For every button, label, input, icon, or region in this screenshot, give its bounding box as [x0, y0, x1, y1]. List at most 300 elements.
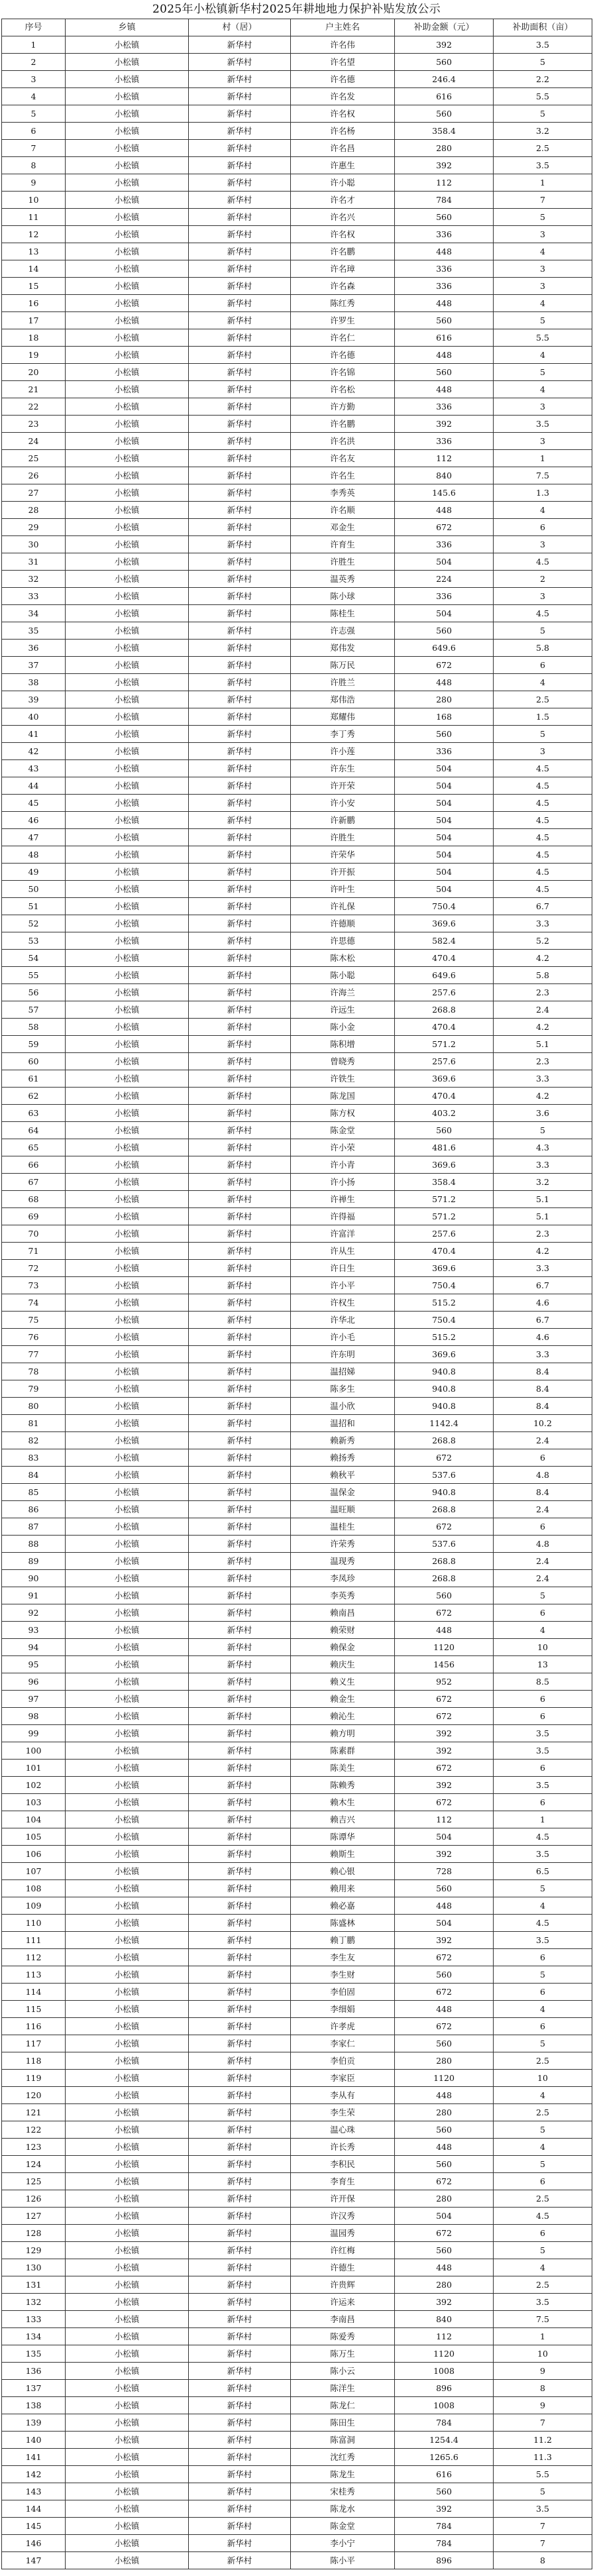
cell-village: 新华村	[189, 381, 291, 398]
cell-amount: 448	[395, 381, 494, 398]
cell-village: 新华村	[189, 209, 291, 226]
cell-index: 126	[2, 2190, 66, 2208]
cell-amount: 504	[395, 881, 494, 898]
spreadsheet-sheet	[1, 0, 592, 2569]
cell-village: 新华村	[189, 1208, 291, 1225]
cell-householder: 许名锦	[291, 364, 395, 381]
cell-town: 小松镇	[66, 2139, 189, 2156]
cell-town: 小松镇	[66, 2052, 189, 2070]
cell-area: 5.1	[494, 1208, 592, 1225]
cell-village: 新华村	[189, 1932, 291, 1949]
cell-householder: 陈小云	[291, 2363, 395, 2380]
cell-area: 6	[494, 2173, 592, 2190]
cell-amount: 750.4	[395, 1277, 494, 1294]
cell-index: 113	[2, 1966, 66, 1984]
table-row	[2, 2518, 592, 2535]
cell-amount: 470.4	[395, 950, 494, 967]
cell-town: 小松镇	[66, 1708, 189, 1725]
table-row	[2, 1053, 592, 1070]
cell-area: 4.6	[494, 1329, 592, 1346]
cell-amount: 448	[395, 1897, 494, 1915]
cell-village: 新华村	[189, 2173, 291, 2190]
cell-householder: 陈美生	[291, 1760, 395, 1777]
cell-area: 4.2	[494, 1088, 592, 1105]
table-row	[2, 433, 592, 450]
cell-town: 小松镇	[66, 2121, 189, 2139]
cell-householder: 曾晓秀	[291, 1053, 395, 1070]
cell-householder: 许罗生	[291, 312, 395, 329]
cell-amount: 392	[395, 416, 494, 433]
cell-town: 小松镇	[66, 743, 189, 760]
cell-amount: 728	[395, 1863, 494, 1880]
cell-town: 小松镇	[66, 2345, 189, 2363]
cell-householder: 许胜生	[291, 553, 395, 571]
cell-town: 小松镇	[66, 416, 189, 433]
cell-householder: 郑耀伟	[291, 708, 395, 726]
cell-village: 新华村	[189, 1174, 291, 1191]
cell-area: 4	[494, 2001, 592, 2018]
cell-village: 新华村	[189, 1156, 291, 1174]
cell-householder: 许名伟	[291, 36, 395, 54]
cell-town: 小松镇	[66, 553, 189, 571]
cell-area: 6	[494, 2225, 592, 2242]
cell-town: 小松镇	[66, 846, 189, 864]
cell-householder: 许海兰	[291, 984, 395, 1001]
cell-area: 5.5	[494, 2466, 592, 2483]
table-row	[2, 622, 592, 640]
cell-amount: 537.6	[395, 1467, 494, 1484]
cell-village: 新华村	[189, 2208, 291, 2225]
cell-householder: 许思德	[291, 932, 395, 950]
cell-amount: 336	[395, 398, 494, 416]
header-cell-householder: 户主姓名	[291, 19, 395, 36]
cell-amount: 268.8	[395, 1553, 494, 1570]
cell-village: 新华村	[189, 2001, 291, 2018]
cell-area: 3.2	[494, 1174, 592, 1191]
table-row	[2, 2449, 592, 2466]
cell-town: 小松镇	[66, 209, 189, 226]
table-row	[2, 1604, 592, 1622]
cell-amount: 672	[395, 1604, 494, 1622]
cell-index: 98	[2, 1708, 66, 1725]
cell-amount: 336	[395, 433, 494, 450]
table-row	[2, 2018, 592, 2035]
cell-town: 小松镇	[66, 1811, 189, 1828]
cell-index: 79	[2, 1380, 66, 1398]
cell-village: 新华村	[189, 416, 291, 433]
cell-amount: 560	[395, 105, 494, 123]
cell-amount: 940.8	[395, 1363, 494, 1380]
cell-amount: 784	[395, 2518, 494, 2535]
cell-householder: 许贵辉	[291, 2276, 395, 2294]
table-row	[2, 1156, 592, 1174]
cell-town: 小松镇	[66, 467, 189, 484]
cell-householder: 赖吉兴	[291, 1811, 395, 1828]
cell-area: 5	[494, 312, 592, 329]
cell-village: 新华村	[189, 295, 291, 312]
header-cell-town: 乡镇	[66, 19, 189, 36]
cell-householder: 许小安	[291, 795, 395, 812]
cell-town: 小松镇	[66, 2104, 189, 2121]
table-row	[2, 416, 592, 433]
cell-town: 小松镇	[66, 2173, 189, 2190]
cell-index: 33	[2, 588, 66, 605]
cell-amount: 369.6	[395, 1156, 494, 1174]
cell-area: 6.7	[494, 1277, 592, 1294]
cell-village: 新华村	[189, 846, 291, 864]
cell-area: 4	[494, 347, 592, 364]
cell-index: 47	[2, 829, 66, 846]
cell-amount: 672	[395, 2173, 494, 2190]
cell-village: 新华村	[189, 1656, 291, 1673]
cell-householder: 许华北	[291, 1312, 395, 1329]
cell-town: 小松镇	[66, 88, 189, 105]
cell-householder: 许禅生	[291, 1191, 395, 1208]
table-row	[2, 967, 592, 984]
cell-householder: 许开荣	[291, 777, 395, 795]
cell-amount: 112	[395, 174, 494, 192]
cell-area: 11.2	[494, 2432, 592, 2449]
cell-index: 60	[2, 1053, 66, 1070]
cell-area: 8	[494, 2380, 592, 2397]
table-row	[2, 932, 592, 950]
table-row	[2, 1777, 592, 1794]
cell-town: 小松镇	[66, 829, 189, 846]
cell-amount: 504	[395, 846, 494, 864]
cell-village: 新华村	[189, 2311, 291, 2328]
cell-index: 21	[2, 381, 66, 398]
cell-village: 新华村	[189, 347, 291, 364]
table-row	[2, 1794, 592, 1811]
table-row	[2, 192, 592, 209]
cell-town: 小松镇	[66, 708, 189, 726]
cell-area: 10	[494, 2345, 592, 2363]
cell-village: 新华村	[189, 1484, 291, 1501]
table-row	[2, 1225, 592, 1243]
cell-householder: 陈爱秀	[291, 2328, 395, 2345]
cell-area: 4.2	[494, 950, 592, 967]
cell-householder: 陈积增	[291, 1036, 395, 1053]
cell-amount: 392	[395, 1725, 494, 1742]
cell-area: 6	[494, 1691, 592, 1708]
cell-amount: 672	[395, 2018, 494, 2035]
cell-index: 1	[2, 36, 66, 54]
cell-village: 新华村	[189, 1622, 291, 1639]
cell-amount: 560	[395, 209, 494, 226]
cell-amount: 616	[395, 88, 494, 105]
cell-amount: 470.4	[395, 1243, 494, 1260]
table-row	[2, 812, 592, 829]
cell-index: 41	[2, 726, 66, 743]
cell-amount: 257.6	[395, 984, 494, 1001]
cell-village: 新华村	[189, 1897, 291, 1915]
cell-index: 46	[2, 812, 66, 829]
cell-householder: 许志强	[291, 622, 395, 640]
cell-householder: 许名洪	[291, 433, 395, 450]
cell-householder: 许名鹏	[291, 416, 395, 433]
cell-village: 新华村	[189, 2087, 291, 2104]
cell-town: 小松镇	[66, 243, 189, 260]
cell-village: 新华村	[189, 2259, 291, 2276]
table-row	[2, 588, 592, 605]
cell-householder: 许胜生	[291, 829, 395, 846]
cell-town: 小松镇	[66, 812, 189, 829]
cell-amount: 369.6	[395, 1070, 494, 1088]
cell-householder: 许汉秀	[291, 2208, 395, 2225]
cell-householder: 许名望	[291, 54, 395, 71]
table-row	[2, 2208, 592, 2225]
cell-town: 小松镇	[66, 1139, 189, 1156]
cell-area: 4.2	[494, 1243, 592, 1260]
cell-householder: 李伯贡	[291, 2052, 395, 2070]
table-row	[2, 2139, 592, 2156]
cell-householder: 赖新秀	[291, 1432, 395, 1449]
cell-householder: 许小莲	[291, 743, 395, 760]
cell-village: 新华村	[189, 519, 291, 536]
cell-index: 14	[2, 260, 66, 278]
cell-index: 49	[2, 864, 66, 881]
cell-index: 20	[2, 364, 66, 381]
cell-amount: 504	[395, 864, 494, 881]
cell-index: 99	[2, 1725, 66, 1742]
cell-area: 5.1	[494, 1036, 592, 1053]
cell-index: 124	[2, 2156, 66, 2173]
cell-householder: 陈龙水	[291, 2500, 395, 2518]
cell-town: 小松镇	[66, 2552, 189, 2569]
cell-index: 89	[2, 1553, 66, 1570]
table-row	[2, 2380, 592, 2397]
cell-village: 新华村	[189, 2104, 291, 2121]
cell-town: 小松镇	[66, 347, 189, 364]
cell-town: 小松镇	[66, 1518, 189, 1536]
cell-village: 新华村	[189, 2535, 291, 2552]
cell-town: 小松镇	[66, 2259, 189, 2276]
table-row	[2, 2500, 592, 2518]
table-row	[2, 1208, 592, 1225]
cell-town: 小松镇	[66, 1380, 189, 1398]
cell-area: 7.5	[494, 2311, 592, 2328]
table-row	[2, 864, 592, 881]
cell-village: 新华村	[189, 1518, 291, 1536]
cell-amount: 1008	[395, 2397, 494, 2414]
cell-village: 新华村	[189, 1432, 291, 1449]
cell-village: 新华村	[189, 1846, 291, 1863]
cell-householder: 赖心银	[291, 1863, 395, 1880]
cell-amount: 112	[395, 450, 494, 467]
cell-amount: 582.4	[395, 932, 494, 950]
cell-householder: 许荣秀	[291, 1536, 395, 1553]
cell-area: 10	[494, 2070, 592, 2087]
cell-village: 新华村	[189, 1587, 291, 1604]
table-row	[2, 364, 592, 381]
table-row	[2, 1622, 592, 1639]
cell-index: 72	[2, 1260, 66, 1277]
cell-index: 48	[2, 846, 66, 864]
cell-area: 13	[494, 1656, 592, 1673]
cell-householder: 郑伟浩	[291, 691, 395, 708]
cell-index: 83	[2, 1449, 66, 1467]
cell-index: 40	[2, 708, 66, 726]
table-row	[2, 2070, 592, 2087]
cell-householder: 许红梅	[291, 2242, 395, 2259]
cell-village: 新华村	[189, 1449, 291, 1467]
cell-index: 134	[2, 2328, 66, 2345]
cell-householder: 陈小球	[291, 588, 395, 605]
cell-amount: 560	[395, 622, 494, 640]
table-row	[2, 1088, 592, 1105]
cell-town: 小松镇	[66, 174, 189, 192]
cell-index: 7	[2, 140, 66, 157]
table-row	[2, 1312, 592, 1329]
cell-area: 5	[494, 726, 592, 743]
cell-amount: 268.8	[395, 1432, 494, 1449]
cell-householder: 许名昌	[291, 140, 395, 157]
cell-village: 新华村	[189, 1777, 291, 1794]
cell-householder: 许小聪	[291, 174, 395, 192]
cell-village: 新华村	[189, 881, 291, 898]
cell-village: 新华村	[189, 54, 291, 71]
cell-village: 新华村	[189, 777, 291, 795]
cell-village: 新华村	[189, 174, 291, 192]
cell-amount: 750.4	[395, 898, 494, 915]
cell-amount: 940.8	[395, 1398, 494, 1415]
cell-village: 新华村	[189, 1363, 291, 1380]
cell-village: 新华村	[189, 950, 291, 967]
cell-index: 131	[2, 2276, 66, 2294]
cell-village: 新华村	[189, 260, 291, 278]
cell-amount: 369.6	[395, 1346, 494, 1363]
table-row	[2, 1501, 592, 1518]
table-row	[2, 1294, 592, 1312]
cell-amount: 448	[395, 243, 494, 260]
cell-index: 15	[2, 278, 66, 295]
cell-index: 62	[2, 1088, 66, 1105]
cell-amount: 448	[395, 2259, 494, 2276]
table-row	[2, 1484, 592, 1501]
cell-amount: 840	[395, 467, 494, 484]
cell-householder: 许小毛	[291, 1329, 395, 1346]
cell-village: 新华村	[189, 1501, 291, 1518]
cell-householder: 李生荣	[291, 2104, 395, 2121]
cell-amount: 1142.4	[395, 1415, 494, 1432]
cell-householder: 陈红秀	[291, 295, 395, 312]
cell-amount: 504	[395, 1828, 494, 1846]
cell-village: 新华村	[189, 157, 291, 174]
cell-town: 小松镇	[66, 1312, 189, 1329]
cell-index: 4	[2, 88, 66, 105]
cell-area: 3	[494, 536, 592, 553]
table-row	[2, 915, 592, 932]
table-row	[2, 760, 592, 777]
cell-area: 7	[494, 2518, 592, 2535]
cell-area: 4.6	[494, 1294, 592, 1312]
cell-area: 2.4	[494, 1432, 592, 1449]
cell-town: 小松镇	[66, 1243, 189, 1260]
cell-town: 小松镇	[66, 260, 189, 278]
cell-householder: 李南昌	[291, 2311, 395, 2328]
table-row	[2, 2483, 592, 2500]
cell-index: 45	[2, 795, 66, 812]
cell-area: 9	[494, 2397, 592, 2414]
cell-town: 小松镇	[66, 1846, 189, 1863]
cell-amount: 280	[395, 2276, 494, 2294]
table-row	[2, 1691, 592, 1708]
table-row	[2, 691, 592, 708]
cell-index: 43	[2, 760, 66, 777]
cell-amount: 392	[395, 1846, 494, 1863]
cell-area: 11.3	[494, 2449, 592, 2466]
cell-amount: 515.2	[395, 1329, 494, 1346]
table-row	[2, 674, 592, 691]
cell-index: 138	[2, 2397, 66, 2414]
cell-householder: 陈素群	[291, 1742, 395, 1760]
cell-amount: 1120	[395, 2345, 494, 2363]
table-row	[2, 2466, 592, 2483]
cell-village: 新华村	[189, 622, 291, 640]
cell-index: 80	[2, 1398, 66, 1415]
cell-area: 5	[494, 2156, 592, 2173]
cell-village: 新华村	[189, 1294, 291, 1312]
cell-village: 新华村	[189, 123, 291, 140]
cell-householder: 许名发	[291, 88, 395, 105]
cell-area: 8.4	[494, 1380, 592, 1398]
cell-amount: 448	[395, 502, 494, 519]
table-row	[2, 1587, 592, 1604]
cell-householder: 赖荣财	[291, 1622, 395, 1639]
cell-area: 4	[494, 243, 592, 260]
cell-index: 146	[2, 2535, 66, 2552]
cell-householder: 许名权	[291, 105, 395, 123]
cell-village: 新华村	[189, 1019, 291, 1036]
cell-amount: 224	[395, 571, 494, 588]
cell-town: 小松镇	[66, 2328, 189, 2345]
cell-area: 4.5	[494, 760, 592, 777]
cell-area: 6	[494, 1794, 592, 1811]
table-row	[2, 1380, 592, 1398]
cell-householder: 赖丁鹏	[291, 1932, 395, 1949]
cell-householder: 许名友	[291, 450, 395, 467]
cell-amount: 896	[395, 2552, 494, 2569]
cell-index: 142	[2, 2466, 66, 2483]
cell-amount: 1265.6	[395, 2449, 494, 2466]
cell-householder: 沈红秀	[291, 2449, 395, 2466]
cell-index: 106	[2, 1846, 66, 1863]
table-row	[2, 2173, 592, 2190]
cell-town: 小松镇	[66, 1088, 189, 1105]
cell-town: 小松镇	[66, 674, 189, 691]
table-row	[2, 2276, 592, 2294]
cell-town: 小松镇	[66, 2208, 189, 2225]
cell-householder: 陈万民	[291, 657, 395, 674]
cell-amount: 336	[395, 260, 494, 278]
cell-householder: 许铁生	[291, 1070, 395, 1088]
cell-householder: 李伯固	[291, 1984, 395, 2001]
cell-householder: 温现秀	[291, 1553, 395, 1570]
table-row	[2, 174, 592, 192]
cell-town: 小松镇	[66, 760, 189, 777]
cell-index: 26	[2, 467, 66, 484]
cell-area: 6	[494, 2018, 592, 2035]
cell-householder: 许德顺	[291, 915, 395, 932]
cell-amount: 145.6	[395, 484, 494, 502]
cell-area: 3.5	[494, 1742, 592, 1760]
cell-town: 小松镇	[66, 105, 189, 123]
cell-area: 3.5	[494, 1846, 592, 1863]
table-row	[2, 209, 592, 226]
cell-area: 8.5	[494, 1673, 592, 1691]
table-row	[2, 950, 592, 967]
cell-town: 小松镇	[66, 605, 189, 622]
